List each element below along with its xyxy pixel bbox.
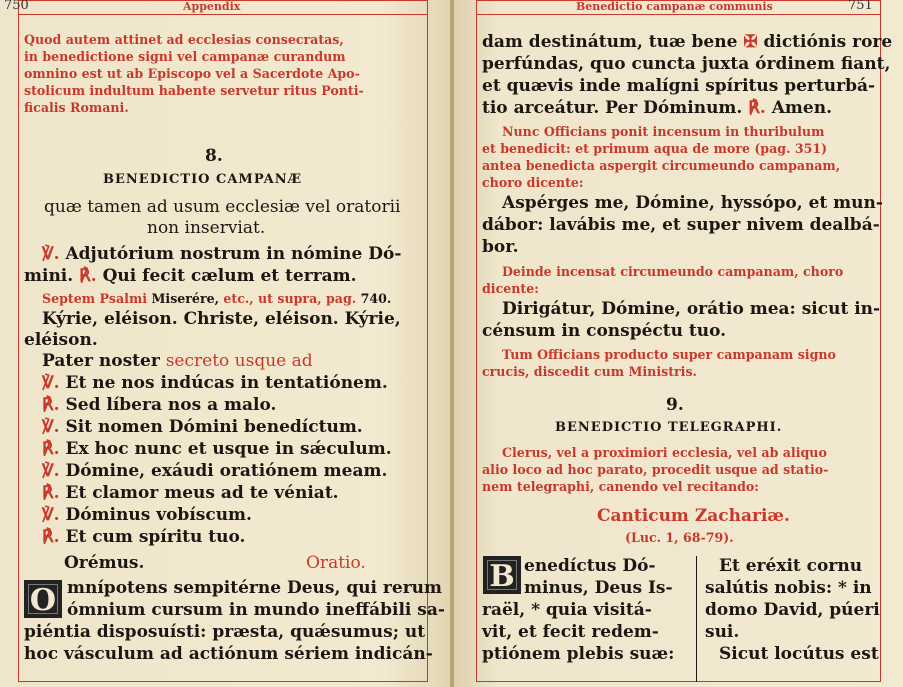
cross-icon: ✠ [743,32,758,52]
text-line: tio arceátur. Per Dóminum. ℟. Amen. [482,98,833,118]
column-left-line: enedíctus Dó- [524,556,656,576]
right-running-head: Benedictio campanæ communis [576,0,773,13]
prayer-drop-cap: O [24,580,62,618]
prayer-line: hoc vásculum ad actiónum sériem indicán- [24,644,433,664]
left-running-head: Appendix [183,0,241,13]
response-symbol: ℟. [79,266,97,286]
rubric-line: antea benedicta aspergit circumeundo campanam, [482,158,841,173]
intro-rubric-line: Quod autem attinet ad ecclesias consecratas, [24,32,344,47]
column-left-line: minus, Deus Is- [524,578,673,598]
rubric-line: nem telegraphi, canendo vel recitando: [482,479,759,494]
column-right-line: salútis nobis: * in [705,578,872,598]
right-head-rule [476,14,881,15]
prayer-line: ómnium cursum in mundo ineffábili sa- [67,600,445,620]
dialogue-line: ℣. Dómine, exáudi oratiónem meam. [42,461,388,481]
column-right-line: Et eréxit cornu [719,556,863,576]
dialogue-line: ℟. Sed líbera nos a malo. [42,395,277,415]
response-symbol: ℟. [748,98,766,118]
rubric-line: Tum Officians producto super campanam signo [502,347,836,362]
section-title: BENEDICTIO CAMPANÆ [103,172,303,187]
rubric-line: Nunc Officians ponit incensum in thuribulum [502,124,825,139]
dialogue-line: ℟. Et clamor meus ad te véniat. [42,483,339,503]
text-line: et quævis inde malígni spíritus perturbá- [482,76,876,96]
left-page [0,0,450,687]
left-page-number: 750 [4,0,29,13]
prayer-line: piéntia disposuísti: præsta, quǽsumus; ut [24,622,426,642]
text-line: perfúndas, quo cuncta juxta órdinem fiant, [482,54,891,74]
column-left-line: raël, * quia visitá- [482,600,652,620]
prayer-line: mnípotens sempitérne Deus, qui rerum [67,578,443,598]
oratio-label: Oratio. [306,553,366,573]
column-left-line: vit, et fecit redem- [482,622,659,642]
right-page-number: 751 [848,0,873,13]
intro-rubric-line: omnino est ut ab Episcopo vel a Sacerdote Apo- [24,66,360,81]
intro-rubric-line: in benedictione signi vel campanæ curandum [24,49,346,64]
subtitle-line: non inserviat. [147,218,266,238]
column-right-line: sui. [705,622,740,642]
rubric-line: et benedicit: et primum aqua de more (pag. 351) [482,141,828,156]
versicle-symbol: ℣. [42,244,60,264]
intro-rubric-line: stolicum indultum habente servetur ritus Ponti- [24,83,364,98]
response-line: mini. ℟. Qui fecit cælum et terram. [24,266,357,286]
right-page [454,0,903,687]
dirigatur-line: Dirigátur, Dómine, orátio mea: sicut in- [502,299,881,319]
rubric-line: Deinde incensat circumeundo campanam, choro [502,264,844,279]
rubric-line: Clerus, vel a proximiori ecclesia, vel ab aliquo [502,445,827,460]
dialogue-line: ℣. Et ne nos indúcas in tentatiónem. [42,373,388,393]
section-number: 8. [205,146,223,166]
kyrie-line: Kýrie, eléison. Christe, eléison. Kýrie, [42,309,401,329]
intro-rubric-line: ficalis Romani. [24,100,129,115]
rubric-line: alio loco ad hoc parato, procedit usque ad statio- [482,462,829,477]
canticle-drop-cap: B [483,556,521,594]
rubric-line: dicente: [482,281,539,296]
section-number: 9. [666,395,684,415]
section-title: BENEDICTIO TELEGRAPHI. [555,420,783,435]
subtitle-line: quæ tamen ad usum ecclesiæ vel oratorii [44,197,401,217]
pater-line: Pater noster secreto usque ad [42,351,313,371]
dialogue-line: ℣. Dóminus vobíscum. [42,505,252,525]
asperges-line: Aspérges me, Dómine, hyssópo, et mun- [502,193,883,213]
left-head-rule [18,14,428,15]
asperges-line: bor. [482,237,519,257]
pater-rubric: secreto usque ad [165,351,313,371]
canticle-reference: (Luc. 1, 68-79). [625,530,734,545]
dirigatur-line: cénsum in conspéctu tuo. [482,321,727,341]
dialogue-line: ℟. Ex hoc nunc et usque in sǽculum. [42,439,392,459]
canticle-title: Canticum Zachariæ. [597,506,790,526]
text-line: dam destinátum, tuæ bene ✠ dictiónis rore [482,32,893,52]
column-right-line: domo David, púeri [705,600,880,620]
kyrie-line: eléison. [24,330,98,350]
oremus-label: Orémus. [64,553,145,573]
rubric-line: crucis, discedit cum Ministris. [482,364,697,379]
asperges-line: dábor: lavábis me, et super nivem dealbá- [482,215,880,235]
rubric-line: choro dicente: [482,175,584,190]
dialogue-line: ℣. Sit nomen Dómini benedíctum. [42,417,363,437]
versicle-line: ℣. Adjutórium nostrum in nómine Dó- [42,244,402,264]
column-left-line: ptiónem plebis suæ: [482,644,675,664]
column-divider [696,556,697,682]
column-right-line: Sicut locútus est [719,644,879,664]
psalm-rubric: Septem Psalmi Miserére, etc., ut supra, pag. 740. [42,291,392,306]
dialogue-line: ℟. Et cum spíritu tuo. [42,527,246,547]
